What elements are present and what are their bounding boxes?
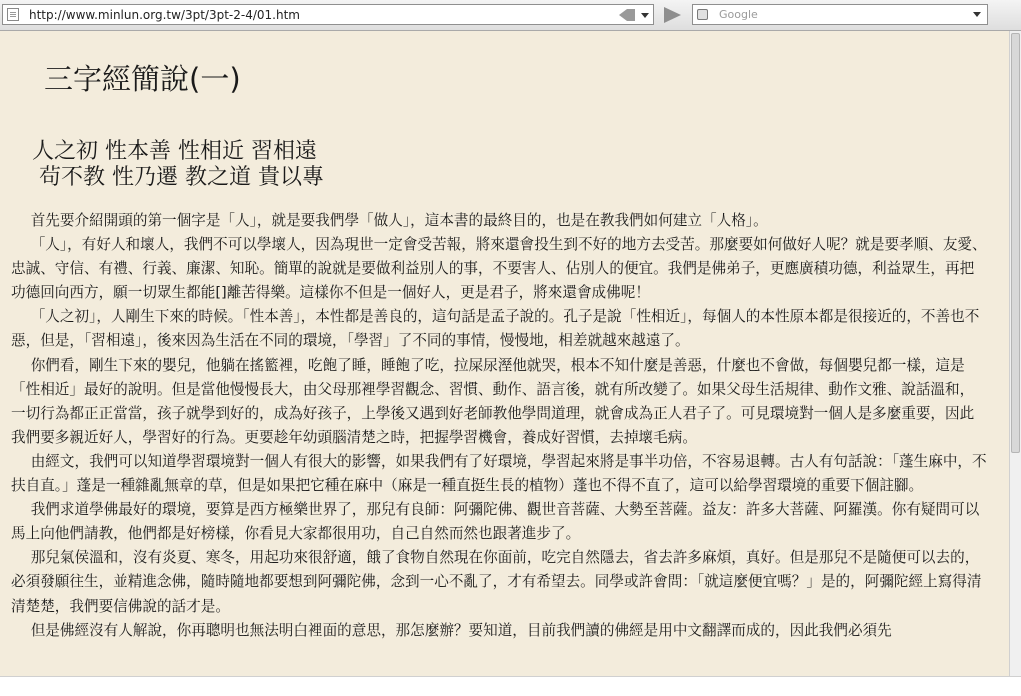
page-icon [7, 8, 19, 21]
browser-toolbar [0, 0, 1021, 31]
verse-line-2: 茍不教 性乃遷 教之道 貴以專 [32, 165, 324, 190]
chevron-down-icon[interactable] [641, 13, 649, 18]
url-text[interactable]: http://www.minlun.org.tw/3pt/3pt-2-4/01.htm [29, 8, 300, 22]
paragraph: 我們求道學佛最好的環境，要算是西方極樂世界了，那兒有良師：阿彌陀佛、觀世音菩薩、大勢至菩薩。益友：許多大菩薩、阿羅漢。你有疑問可以馬上向他們請教，他們都是好榜樣，你看見大家都很用功，自己自然而然也跟著進步了。 [11, 501, 980, 543]
paragraph: 首先要介紹開頭的第一個字是「人」，就是要我們學「做人」，這本書的最終目的，也是在教我們如何建立「人格」。 [30, 212, 768, 229]
scrollbar-thumb[interactable] [1011, 33, 1020, 453]
status-bar [0, 676, 1021, 696]
paragraph: 但是佛經沒有人解說，你再聰明也無法明白裡面的意思，那怎麼辦？要知道，目前我們讀的佛經是用中文翻譯而成的，因此我們必須先 [30, 621, 892, 639]
vertical-scrollbar[interactable] [1009, 31, 1021, 676]
search-placeholder: Google [719, 8, 758, 21]
paragraph: 你們看，剛生下來的嬰兒，他躺在搖籃裡，吃飽了睡，睡飽了吃，拉屎尿溼他就哭，根本不知什麼是善惡，什麼也不會做，每個嬰兒都一樣，這是「性相近」最好的說明。但是當他慢慢長大，由父母那裡學習觀念、習慣、動作、語言後，就有所改變了。如果父母生活規律、動作文雅、說話溫和，一切行為都正正當當，孩子就學到好的，成為好孩子，上學後又遇到好老師教他學問道理，就會成為正人君子了。可見環境對一個人是多麼重要，因此我們要多親近好人，學習好的行為。更要趁年幼頭腦清楚之時，把握學習機會，養成好習慣，去掉壞毛病。 [11, 356, 975, 446]
verse-line-1: 人之初 性本善 性相近 習相遠 [32, 139, 317, 164]
page-content [0, 31, 1009, 676]
paragraph: 「人」，有好人和壞人，我們不可以學壞人，因為現世一定會受苦報，將來還會投生到不好的地方去受苦。那麼要如何做好人呢？就是要孝順、友愛、忠誠、守信、有禮、行義、廉潔、知恥。簡單的說就是要做利益別人的事，不要害人、佔別人的便宜。我們是佛弟子，更應廣積功德，利益眾生，再把功德回向西方，願一切眾生都能[]離苦得樂。這樣你不但是一個好人，更是君子，將來還會成佛呢！ [11, 236, 987, 302]
search-chevron-down-icon[interactable] [973, 12, 981, 17]
search-engine-icon[interactable] [697, 9, 708, 20]
paragraph: 「人之初」，人剛生下來的時候。「性本善」，本性都是善良的，這句話是孟子說的。孔子是說「性相近」，每個人的本性原本都是很接近的，不善也不惡，但是，「習相遠」，後來因為生活在不同的環境，「學習」了不同的事情，慢慢地，相差就越來越遠了。 [11, 308, 980, 350]
go-arrow-icon[interactable] [664, 7, 681, 23]
paragraph: 那兒氣侯溫和，沒有炎夏、寒冬，用起功來很舒適，餓了食物自然現在你面前，吃完自然隱去，省去許多麻煩，真好。但是那兒不是隨便可以去的，必須發願往生，並精進念佛，隨時隨地都要想到阿彌陀佛，念到一心不亂了，才有希望去。同學或許會問：「就這麼便宜嗎？」是的，阿彌陀經上寫得清清楚楚，我們要信佛說的話才是。 [11, 549, 982, 615]
clear-history-icon[interactable] [619, 9, 627, 21]
address-bar[interactable] [2, 4, 654, 25]
article-body [11, 209, 988, 643]
paragraph: 由經文，我們可以知道學習環境對一個人有很大的影響，如果我們有了好環境，學習起來將是事半功倍，不容易退轉。古人有句話說：「蓬生麻中，不扶自直。」蓬是一種雜亂無章的草，但是如果把它種在麻中（麻是一種直挺生長的植物）蓬也不得不直了，這可以給學習環境的重要下個註腳。 [11, 452, 987, 495]
verse-block [32, 139, 324, 191]
page-title: 三字經簡說(一) [44, 62, 241, 96]
search-input[interactable] [692, 4, 988, 25]
